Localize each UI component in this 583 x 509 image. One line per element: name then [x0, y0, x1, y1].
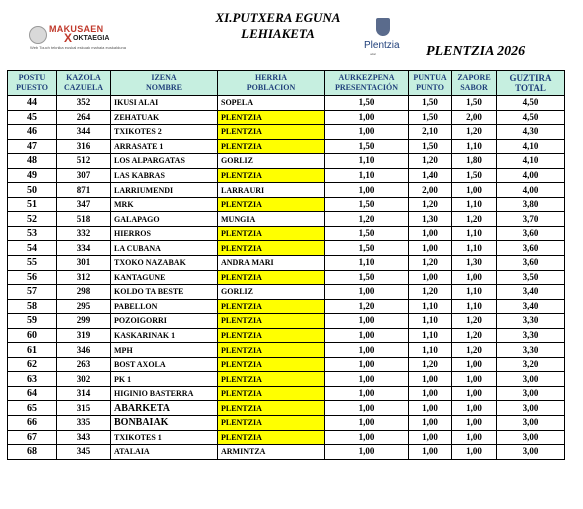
name-cell: BOST AXOLA — [111, 357, 218, 372]
presentation-score-cell: 1,00 — [325, 314, 409, 329]
total-score-cell: 3,00 — [497, 445, 565, 460]
column-header-line2: PUESTO — [16, 83, 48, 92]
presentation-score-cell: 1,20 — [325, 299, 409, 314]
name-cell: LARRIUMENDI — [111, 183, 218, 198]
sabor-score-cell: 1,10 — [452, 226, 497, 241]
sabor-score-cell: 1,00 — [452, 386, 497, 401]
presentation-score-cell: 1,00 — [325, 328, 409, 343]
name-cell: TXIKOTES 2 — [111, 125, 218, 140]
town-cell: PLENTZIA — [218, 139, 325, 154]
total-score-cell: 3,50 — [497, 270, 565, 285]
total-score-cell: 3,00 — [497, 386, 565, 401]
town-logo-sub: udal — [370, 52, 376, 56]
column-header-line2: POBLACION — [246, 83, 296, 92]
table-row — [8, 372, 565, 387]
results-table — [7, 70, 565, 460]
name-cell: KOLDO TA BESTE — [111, 285, 218, 300]
presentation-score-cell: 1,00 — [325, 183, 409, 198]
punto-score-cell: 1,20 — [409, 285, 452, 300]
presentation-score-cell: 1,50 — [325, 270, 409, 285]
punto-score-cell: 1,40 — [409, 168, 452, 183]
total-score-cell: 3,00 — [497, 430, 565, 445]
total-score-cell: 4,50 — [497, 110, 565, 125]
table-row — [8, 386, 565, 401]
cazuela-cell: 316 — [57, 139, 111, 154]
column-header-line2: PRESENTACIÓN — [335, 83, 398, 92]
presentation-score-cell: 1,00 — [325, 430, 409, 445]
sabor-score-cell: 1,10 — [452, 285, 497, 300]
position-cell: 55 — [8, 256, 57, 271]
position-cell: 46 — [8, 125, 57, 140]
town-cell: PLENTZIA — [218, 168, 325, 183]
total-score-cell: 3,20 — [497, 357, 565, 372]
name-cell: BONBAIAK — [111, 416, 218, 431]
cazuela-cell: 871 — [57, 183, 111, 198]
position-cell: 51 — [8, 197, 57, 212]
sabor-score-cell: 1,30 — [452, 256, 497, 271]
sabor-score-cell: 1,20 — [452, 328, 497, 343]
position-cell: 49 — [8, 168, 57, 183]
table-row — [8, 430, 565, 445]
punto-score-cell: 1,20 — [409, 197, 452, 212]
total-score-cell: 4,50 — [497, 96, 565, 111]
column-header — [218, 71, 325, 96]
table-row — [8, 154, 565, 169]
table-row — [8, 401, 565, 416]
name-cell: GALAPAGO — [111, 212, 218, 227]
cazuela-cell: 518 — [57, 212, 111, 227]
table-row — [8, 256, 565, 271]
total-score-cell: 3,40 — [497, 299, 565, 314]
town-cell: PLENTZIA — [218, 343, 325, 358]
town-cell: SOPELA — [218, 96, 325, 111]
name-cell: PABELLON — [111, 299, 218, 314]
punto-score-cell: 1,50 — [409, 110, 452, 125]
presentation-score-cell: 1,50 — [325, 197, 409, 212]
column-header — [57, 71, 111, 96]
total-score-cell: 4,00 — [497, 168, 565, 183]
column-header — [8, 71, 57, 96]
table-row — [8, 197, 565, 212]
punto-score-cell: 1,00 — [409, 416, 452, 431]
cazuela-cell: 302 — [57, 372, 111, 387]
cazuela-cell: 319 — [57, 328, 111, 343]
cazuela-cell: 264 — [57, 110, 111, 125]
cazuela-cell: 315 — [57, 401, 111, 416]
total-score-cell: 4,00 — [497, 183, 565, 198]
sabor-score-cell: 1,20 — [452, 212, 497, 227]
town-cell: PLENTZIA — [218, 386, 325, 401]
cazuela-cell: 512 — [57, 154, 111, 169]
table-row — [8, 285, 565, 300]
sabor-score-cell: 1,00 — [452, 430, 497, 445]
table-row — [8, 241, 565, 256]
name-cell: LA CUBANA — [111, 241, 218, 256]
total-score-cell: 3,00 — [497, 372, 565, 387]
presentation-score-cell: 1,00 — [325, 401, 409, 416]
name-cell: LAS KABRAS — [111, 168, 218, 183]
sabor-score-cell: 2,00 — [452, 110, 497, 125]
name-cell: ATALAIA — [111, 445, 218, 460]
sabor-score-cell: 1,00 — [452, 416, 497, 431]
punto-score-cell: 1,20 — [409, 357, 452, 372]
town-cell: PLENTZIA — [218, 401, 325, 416]
position-cell: 64 — [8, 386, 57, 401]
column-header — [452, 71, 497, 96]
table-row — [8, 110, 565, 125]
position-cell: 53 — [8, 226, 57, 241]
sponsor-logo-brand2: OKTAEGIA — [73, 35, 110, 42]
punto-score-cell: 1,10 — [409, 328, 452, 343]
position-cell: 62 — [8, 357, 57, 372]
total-score-cell: 3,70 — [497, 212, 565, 227]
table-row — [8, 183, 565, 198]
cazuela-cell: 344 — [57, 125, 111, 140]
total-score-cell: 4,30 — [497, 125, 565, 140]
table-row — [8, 416, 565, 431]
cazuela-cell: 347 — [57, 197, 111, 212]
sponsor-logo-brand: MAKUSAEN — [49, 24, 104, 34]
presentation-score-cell: 1,50 — [325, 96, 409, 111]
position-cell: 56 — [8, 270, 57, 285]
total-score-cell: 3,80 — [497, 197, 565, 212]
town-cell: ANDRA MARI — [218, 256, 325, 271]
column-header-line1: ZAPORE — [457, 73, 491, 82]
presentation-score-cell: 1,10 — [325, 154, 409, 169]
table-row — [8, 445, 565, 460]
sabor-score-cell: 1,00 — [452, 372, 497, 387]
cazuela-cell: 299 — [57, 314, 111, 329]
presentation-score-cell: 1,00 — [325, 372, 409, 387]
presentation-score-cell: 1,10 — [325, 256, 409, 271]
cazuela-cell: 335 — [57, 416, 111, 431]
total-score-cell: 4,10 — [497, 154, 565, 169]
punto-score-cell: 1,10 — [409, 299, 452, 314]
name-cell: ZEHATUAK — [111, 110, 218, 125]
presentation-score-cell: 1,00 — [325, 357, 409, 372]
name-cell: ARRASATE 1 — [111, 139, 218, 154]
sabor-score-cell: 1,10 — [452, 299, 497, 314]
column-header-line2: SABOR — [460, 83, 488, 92]
punto-score-cell: 1,00 — [409, 270, 452, 285]
position-cell: 63 — [8, 372, 57, 387]
table-row — [8, 96, 565, 111]
cazuela-cell: 346 — [57, 343, 111, 358]
name-cell: ABARKETA — [111, 401, 218, 416]
presentation-score-cell: 1,00 — [325, 125, 409, 140]
sabor-score-cell: 1,00 — [452, 183, 497, 198]
cazuela-cell: 295 — [57, 299, 111, 314]
table-row — [8, 226, 565, 241]
town-cell: PLENTZIA — [218, 125, 325, 140]
column-header — [111, 71, 218, 96]
name-cell: TXIKOTES 1 — [111, 430, 218, 445]
name-cell: TXOKO NAZABAK — [111, 256, 218, 271]
town-cell: PLENTZIA — [218, 328, 325, 343]
name-cell: HIGINIO BASTERRA — [111, 386, 218, 401]
position-cell: 45 — [8, 110, 57, 125]
town-cell: PLENTZIA — [218, 197, 325, 212]
name-cell: MPH — [111, 343, 218, 358]
cazuela-cell: 263 — [57, 357, 111, 372]
total-score-cell: 3,60 — [497, 241, 565, 256]
column-header-line1: KAZOLA — [66, 73, 101, 82]
table-row — [8, 125, 565, 140]
column-header-line2: TOTAL — [515, 83, 546, 93]
town-cell: PLENTZIA — [218, 226, 325, 241]
punto-score-cell: 2,10 — [409, 125, 452, 140]
column-header-line1: PUNTUA — [413, 73, 447, 82]
column-header-line2: NOMBRE — [146, 83, 182, 92]
column-header — [409, 71, 452, 96]
position-cell: 50 — [8, 183, 57, 198]
total-score-cell: 3,00 — [497, 401, 565, 416]
table-row — [8, 314, 565, 329]
punto-score-cell: 1,30 — [409, 212, 452, 227]
name-cell: HIERROS — [111, 226, 218, 241]
column-header — [325, 71, 409, 96]
cazuela-cell: 332 — [57, 226, 111, 241]
town-logo-name: Plentzia — [364, 40, 400, 51]
table-row — [8, 168, 565, 183]
position-cell: 66 — [8, 416, 57, 431]
town-cell: GORLIZ — [218, 154, 325, 169]
position-cell: 54 — [8, 241, 57, 256]
column-header — [497, 71, 565, 96]
presentation-score-cell: 1,00 — [325, 343, 409, 358]
punto-score-cell: 1,00 — [409, 241, 452, 256]
table-row — [8, 270, 565, 285]
cazuela-cell: 312 — [57, 270, 111, 285]
total-score-cell: 3,00 — [497, 416, 565, 431]
name-cell: KANTAGUNE — [111, 270, 218, 285]
sabor-score-cell: 1,50 — [452, 168, 497, 183]
position-cell: 44 — [8, 96, 57, 111]
presentation-score-cell: 1,00 — [325, 386, 409, 401]
name-cell: PK 1 — [111, 372, 218, 387]
presentation-score-cell: 1,00 — [325, 416, 409, 431]
cazuela-cell: 334 — [57, 241, 111, 256]
total-score-cell: 3,40 — [497, 285, 565, 300]
sabor-score-cell: 1,10 — [452, 241, 497, 256]
position-cell: 60 — [8, 328, 57, 343]
presentation-score-cell: 1,00 — [325, 110, 409, 125]
edition-label: PLENTZIA 2026 — [426, 44, 526, 59]
total-score-cell: 3,60 — [497, 256, 565, 271]
title-line-2: LEHIAKETA — [241, 26, 315, 41]
table-row — [8, 328, 565, 343]
punto-score-cell: 1,20 — [409, 256, 452, 271]
column-header-line2: CAZUELA — [63, 83, 104, 92]
position-cell: 58 — [8, 299, 57, 314]
sabor-score-cell: 1,20 — [452, 314, 497, 329]
name-cell: IKUSI ALAI — [111, 96, 218, 111]
cazuela-cell: 307 — [57, 168, 111, 183]
sabor-score-cell: 1,80 — [452, 154, 497, 169]
cazuela-cell: 345 — [57, 445, 111, 460]
table-row — [8, 299, 565, 314]
presentation-score-cell: 1,00 — [325, 285, 409, 300]
table-body — [8, 96, 565, 460]
presentation-score-cell: 1,50 — [325, 226, 409, 241]
column-header-line1: POSTU — [18, 73, 46, 82]
cazuela-cell: 298 — [57, 285, 111, 300]
punto-score-cell: 1,50 — [409, 139, 452, 154]
town-cell: PLENTZIA — [218, 270, 325, 285]
punto-score-cell: 2,00 — [409, 183, 452, 198]
coat-of-arms-icon — [376, 18, 390, 36]
table-header-row — [8, 71, 565, 96]
punto-score-cell: 1,00 — [409, 226, 452, 241]
table-row — [8, 343, 565, 358]
town-cell: ARMINTZA — [218, 445, 325, 460]
town-cell: PLENTZIA — [218, 416, 325, 431]
column-header-line1: HERRIA — [254, 73, 287, 82]
town-cell: PLENTZIA — [218, 430, 325, 445]
column-header-line2: PUNTO — [416, 83, 444, 92]
circle-emblem-icon — [29, 26, 47, 44]
sabor-score-cell: 1,00 — [452, 401, 497, 416]
cazuela-cell: 301 — [57, 256, 111, 271]
cazuela-cell: 352 — [57, 96, 111, 111]
name-cell: MRK — [111, 197, 218, 212]
position-cell: 68 — [8, 445, 57, 460]
punto-score-cell: 1,50 — [409, 96, 452, 111]
punto-score-cell: 1,10 — [409, 343, 452, 358]
sabor-score-cell: 1,00 — [452, 357, 497, 372]
sabor-score-cell: 1,50 — [452, 96, 497, 111]
position-cell: 67 — [8, 430, 57, 445]
position-cell: 47 — [8, 139, 57, 154]
table-row — [8, 139, 565, 154]
total-score-cell: 4,10 — [497, 139, 565, 154]
punto-score-cell: 1,00 — [409, 401, 452, 416]
presentation-score-cell: 1,00 — [325, 445, 409, 460]
total-score-cell: 3,30 — [497, 314, 565, 329]
presentation-score-cell: 1,50 — [325, 241, 409, 256]
town-cell: PLENTZIA — [218, 357, 325, 372]
punto-score-cell: 1,10 — [409, 314, 452, 329]
table-row — [8, 357, 565, 372]
page-title — [208, 10, 348, 42]
town-cell: PLENTZIA — [218, 110, 325, 125]
town-cell: MUNGIA — [218, 212, 325, 227]
position-cell: 59 — [8, 314, 57, 329]
cazuela-cell: 343 — [57, 430, 111, 445]
position-cell: 52 — [8, 212, 57, 227]
presentation-score-cell: 1,20 — [325, 212, 409, 227]
punto-score-cell: 1,20 — [409, 154, 452, 169]
sabor-score-cell: 1,20 — [452, 343, 497, 358]
punto-score-cell: 1,00 — [409, 386, 452, 401]
town-cell: GORLIZ — [218, 285, 325, 300]
sabor-score-cell: 1,20 — [452, 125, 497, 140]
punto-score-cell: 1,00 — [409, 372, 452, 387]
punto-score-cell: 1,00 — [409, 445, 452, 460]
presentation-score-cell: 1,50 — [325, 139, 409, 154]
total-score-cell: 3,60 — [497, 226, 565, 241]
sponsor-logo-caption: Web Touch teknika euskal eskuak mahaia euskalduna — [30, 45, 126, 50]
sponsor-logo-mark: X — [64, 31, 73, 45]
sabor-score-cell: 1,10 — [452, 197, 497, 212]
town-cell: PLENTZIA — [218, 241, 325, 256]
column-header-line1: IZENA — [151, 73, 177, 82]
total-score-cell: 3,30 — [497, 343, 565, 358]
position-cell: 57 — [8, 285, 57, 300]
column-header-line1: AURKEZPENA — [338, 73, 395, 82]
name-cell: KASKARINAK 1 — [111, 328, 218, 343]
position-cell: 65 — [8, 401, 57, 416]
position-cell: 61 — [8, 343, 57, 358]
name-cell: POZOIGORRI — [111, 314, 218, 329]
total-score-cell: 3,30 — [497, 328, 565, 343]
town-cell: LARRAURI — [218, 183, 325, 198]
column-header-line1: GUZTIRA — [509, 73, 552, 83]
sabor-score-cell: 1,10 — [452, 139, 497, 154]
position-cell: 48 — [8, 154, 57, 169]
sponsor-logo — [27, 22, 137, 60]
sabor-score-cell: 1,00 — [452, 270, 497, 285]
town-cell: PLENTZIA — [218, 314, 325, 329]
title-line-1: XI.PUTXERA EGUNA — [215, 10, 341, 25]
name-cell: LOS ALPARGATAS — [111, 154, 218, 169]
punto-score-cell: 1,00 — [409, 430, 452, 445]
town-cell: PLENTZIA — [218, 372, 325, 387]
town-cell: PLENTZIA — [218, 299, 325, 314]
table-row — [8, 212, 565, 227]
sabor-score-cell: 1,00 — [452, 445, 497, 460]
cazuela-cell: 314 — [57, 386, 111, 401]
presentation-score-cell: 1,10 — [325, 168, 409, 183]
